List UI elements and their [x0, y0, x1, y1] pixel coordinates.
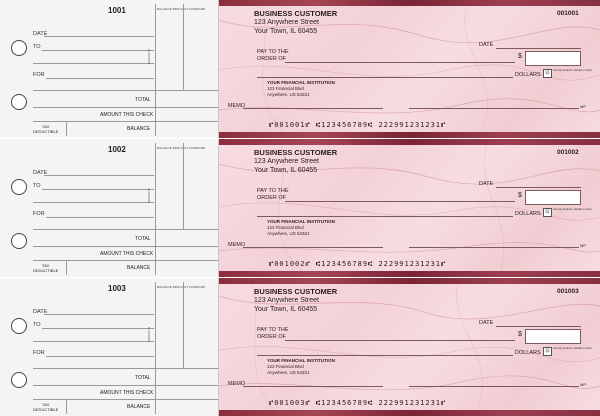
amount-this-check-label: AMOUNT THIS CHECK — [100, 251, 154, 257]
stub-to-label: TO — [33, 322, 41, 328]
bank-address-1: 123 Financial Blvd — [267, 225, 304, 230]
stub-to-line[interactable] — [42, 50, 154, 51]
deposits-label: DEPOSITS — [147, 187, 151, 203]
stub-to-label: TO — [33, 44, 41, 50]
check-number: 001003 — [557, 288, 579, 295]
marble-band — [219, 271, 600, 277]
check-stub — [0, 0, 219, 138]
stub-divider — [183, 282, 184, 368]
bank-address-2: Anywhere, US 54321 — [267, 231, 310, 236]
business-address-1: 123 Anywhere Street — [254, 19, 319, 26]
stub-line — [33, 90, 218, 91]
binder-hole — [11, 179, 27, 195]
amount-words-line[interactable] — [257, 216, 513, 217]
stub-divider — [66, 260, 67, 275]
security-lock-icon: ⊡ — [543, 347, 552, 356]
bank-address-2: Anywhere, US 54321 — [267, 92, 310, 97]
payee-line[interactable] — [285, 62, 515, 63]
business-address-2: Your Town, IL 60455 — [254, 167, 318, 174]
stub-line — [33, 399, 218, 400]
check-row — [0, 278, 600, 416]
stub-line — [33, 260, 218, 261]
dollars-label: DOLLARS — [515, 211, 541, 217]
mp-label: MP — [580, 104, 586, 109]
business-name: BUSINESS CUSTOMER — [254, 9, 338, 18]
tax-label: TAX — [41, 124, 50, 129]
check-row — [0, 139, 600, 277]
stub-divider — [155, 229, 156, 275]
check-number: 001001 — [557, 10, 579, 17]
signature-line[interactable] — [409, 386, 579, 387]
binder-hole — [11, 94, 27, 110]
tax-deductible-label — [33, 263, 58, 273]
memo-line[interactable] — [243, 247, 383, 248]
check-date-label: DATE — [479, 42, 494, 48]
check-stub — [0, 278, 219, 416]
memo-line[interactable] — [243, 386, 383, 387]
stub-number: 1002 — [108, 145, 126, 154]
security-text: Security features. Details on back. — [553, 208, 593, 211]
business-address-1: 123 Anywhere Street — [254, 158, 319, 165]
order-of-label: ORDER OF — [257, 334, 287, 340]
check-date-line[interactable] — [496, 187, 581, 188]
bank-name: YOUR FINANCIAL INSTITUTION — [267, 358, 335, 363]
amount-words-line[interactable] — [257, 355, 513, 356]
check-body — [219, 0, 600, 138]
order-of-label: ORDER OF — [257, 195, 287, 201]
bank-address-1: 123 Financial Blvd — [267, 86, 304, 91]
stub-for-label: FOR — [33, 350, 45, 356]
business-name: BUSINESS CUSTOMER — [254, 287, 338, 296]
marble-band — [219, 139, 600, 145]
stub-number: 1001 — [108, 6, 126, 15]
deposits-label: DEPOSITS — [147, 48, 151, 64]
stub-divider — [183, 4, 184, 90]
stub-for-label: FOR — [33, 72, 45, 78]
check-date-label: DATE — [479, 320, 494, 326]
stub-line — [33, 107, 218, 108]
memo-label: MEMO — [228, 242, 246, 248]
memo-label: MEMO — [228, 103, 246, 109]
memo-line[interactable] — [243, 108, 383, 109]
marble-band — [219, 410, 600, 416]
check-body — [219, 139, 600, 277]
amount-box[interactable] — [525, 51, 581, 66]
stub-to-label: TO — [33, 183, 41, 189]
stub-date-line[interactable] — [44, 36, 154, 37]
amount-box[interactable] — [525, 190, 581, 205]
security-text: Security features. Details on back. — [553, 69, 593, 72]
business-name: BUSINESS CUSTOMER — [254, 148, 338, 157]
amount-words-line[interactable] — [257, 77, 513, 78]
stub-divider — [183, 143, 184, 229]
bank-address-1: 123 Financial Blvd — [267, 364, 304, 369]
total-label: TOTAL — [135, 97, 151, 103]
total-label: TOTAL — [135, 236, 151, 242]
mp-label: MP — [580, 243, 586, 248]
stub-date-label: DATE — [33, 309, 48, 315]
deposits-label: DEPOSITS — [147, 326, 151, 342]
tax-deductible-label — [33, 124, 58, 134]
pay-to-label: PAY TO THE — [257, 188, 289, 194]
business-address-2: Your Town, IL 60455 — [254, 28, 318, 35]
bank-name: YOUR FINANCIAL INSTITUTION — [267, 80, 335, 85]
tax-label: TAX — [41, 402, 50, 407]
amount-this-check-label: AMOUNT THIS CHECK — [100, 112, 154, 118]
deductible-label: DEDUCTIBLE — [33, 129, 59, 134]
pay-to-label: PAY TO THE — [257, 327, 289, 333]
balance-label: BALANCE — [127, 126, 151, 132]
business-address-2: Your Town, IL 60455 — [254, 306, 318, 313]
check-body — [219, 278, 600, 416]
dollars-label: DOLLARS — [515, 350, 541, 356]
pay-to-label: PAY TO THE — [257, 49, 289, 55]
binder-hole — [11, 40, 27, 56]
stub-line — [33, 121, 218, 122]
stub-line — [33, 246, 218, 247]
micr-line: ⑈001003⑈ ⑆123456789⑆ 222991231231⑈ — [269, 399, 447, 407]
stub-line — [33, 368, 218, 369]
dollar-sign: $ — [518, 53, 522, 60]
check-date-line[interactable] — [496, 48, 581, 49]
amount-box[interactable] — [525, 329, 581, 344]
balance-label: BALANCE — [127, 404, 151, 410]
marble-band — [219, 0, 600, 6]
binder-hole — [11, 372, 27, 388]
marble-band — [219, 132, 600, 138]
stub-date-label: DATE — [33, 31, 48, 37]
security-lock-icon: ⊡ — [543, 69, 552, 78]
stub-date-label: DATE — [33, 170, 48, 176]
micr-line: ⑈001002⑈ ⑆123456789⑆ 222991231231⑈ — [269, 260, 447, 268]
payee-line[interactable] — [285, 340, 515, 341]
binder-hole — [11, 318, 27, 334]
total-label: TOTAL — [135, 375, 151, 381]
check-number: 001002 — [557, 149, 579, 156]
balance-brought-forward-label: BALANCE BROUGHT FORWARD — [157, 7, 206, 11]
stub-number: 1003 — [108, 284, 126, 293]
payee-line[interactable] — [285, 201, 515, 202]
stub-for-line[interactable] — [46, 356, 154, 357]
marble-band — [219, 278, 600, 284]
stub-line — [33, 229, 218, 230]
deductible-label: DEDUCTIBLE — [33, 407, 59, 412]
stub-divider — [155, 368, 156, 414]
dollar-sign: $ — [518, 331, 522, 338]
deductible-label: DEDUCTIBLE — [33, 268, 59, 273]
business-address-1: 123 Anywhere Street — [254, 297, 319, 304]
stub-line — [33, 385, 218, 386]
stub-to-line[interactable] — [42, 189, 154, 190]
amount-this-check-label: AMOUNT THIS CHECK — [100, 390, 154, 396]
check-date-label: DATE — [479, 181, 494, 187]
mp-label: MP — [580, 382, 586, 387]
stub-divider — [66, 121, 67, 136]
signature-line[interactable] — [409, 108, 579, 109]
balance-brought-forward-label: BALANCE BROUGHT FORWARD — [157, 285, 206, 289]
balance-brought-forward-label: BALANCE BROUGHT FORWARD — [157, 146, 206, 150]
binder-hole — [11, 233, 27, 249]
tax-deductible-label — [33, 402, 58, 412]
check-stub — [0, 139, 219, 277]
stub-line[interactable] — [33, 63, 154, 64]
tax-label: TAX — [41, 263, 50, 268]
stub-divider — [66, 399, 67, 414]
stub-to-line[interactable] — [42, 328, 154, 329]
stub-line[interactable] — [33, 202, 154, 203]
dollars-label: DOLLARS — [515, 72, 541, 78]
stub-line[interactable] — [33, 341, 154, 342]
memo-label: MEMO — [228, 381, 246, 387]
stub-for-line[interactable] — [46, 217, 154, 218]
micr-line: ⑈001001⑈ ⑆123456789⑆ 222991231231⑈ — [269, 121, 447, 129]
stub-date-line[interactable] — [44, 175, 154, 176]
stub-date-line[interactable] — [44, 314, 154, 315]
stub-divider — [155, 90, 156, 136]
stub-for-line[interactable] — [46, 78, 154, 79]
order-of-label: ORDER OF — [257, 56, 287, 62]
stub-divider — [155, 143, 156, 229]
check-date-line[interactable] — [496, 326, 581, 327]
bank-name: YOUR FINANCIAL INSTITUTION — [267, 219, 335, 224]
stub-for-label: FOR — [33, 211, 45, 217]
dollar-sign: $ — [518, 192, 522, 199]
security-lock-icon: ⊡ — [543, 208, 552, 217]
security-text: Security features. Details on back. — [553, 347, 593, 350]
signature-line[interactable] — [409, 247, 579, 248]
stub-divider — [155, 4, 156, 90]
check-row — [0, 0, 600, 138]
bank-address-2: Anywhere, US 54321 — [267, 370, 310, 375]
balance-label: BALANCE — [127, 265, 151, 271]
stub-divider — [155, 282, 156, 368]
